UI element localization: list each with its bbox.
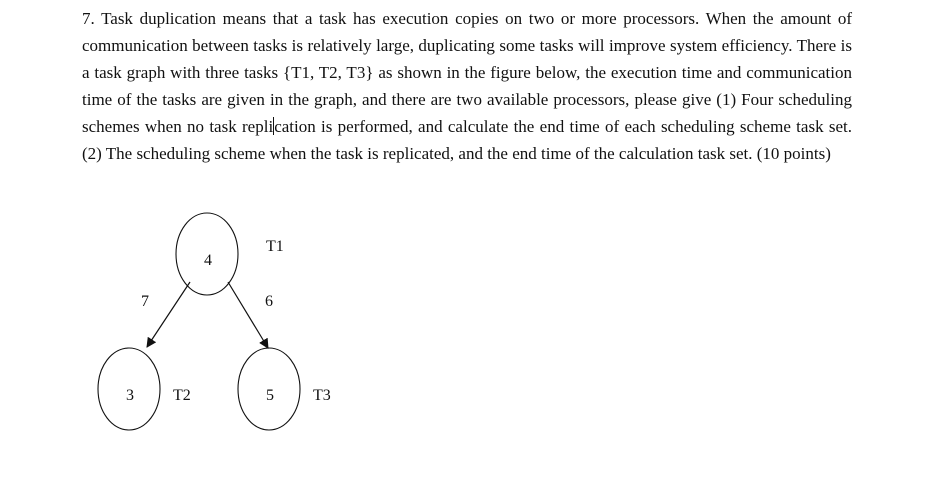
node-t1-label: T1 [266, 238, 284, 255]
question-text-part-2: cation is performed, and calculate the end time of each scheduling scheme task set. (2) The scheduling scheme when the task is replicated, and the end time of the calculation task set. (10 points) [82, 117, 853, 163]
node-t2-label: T2 [173, 387, 191, 404]
edge-t1-t3-arrow [228, 282, 268, 348]
edge-t1-t2-communication-time: 7 [141, 293, 149, 310]
node-t3-label: T3 [313, 387, 331, 404]
node-t2-execution-time: 3 [126, 387, 134, 404]
node-t1-execution-time: 4 [204, 252, 212, 269]
question-text-part-1: 7. Task duplication means that a task has execution copies on two or more processors. When the amount of communication between tasks is relatively large, duplicating some tasks will improve system efficiency. There is a task graph with three tasks {T1, T2, T3} as shown in the figure below, the execution time and communication time of the tasks are given in the graph, and there are two available processors, please give (1) Four scheduling schemes when no task repli [82, 9, 852, 136]
edge-t1-t3-communication-time: 6 [265, 293, 273, 310]
edge-t1-t2-arrow [147, 282, 190, 347]
node-t3-execution-time: 5 [266, 387, 274, 404]
